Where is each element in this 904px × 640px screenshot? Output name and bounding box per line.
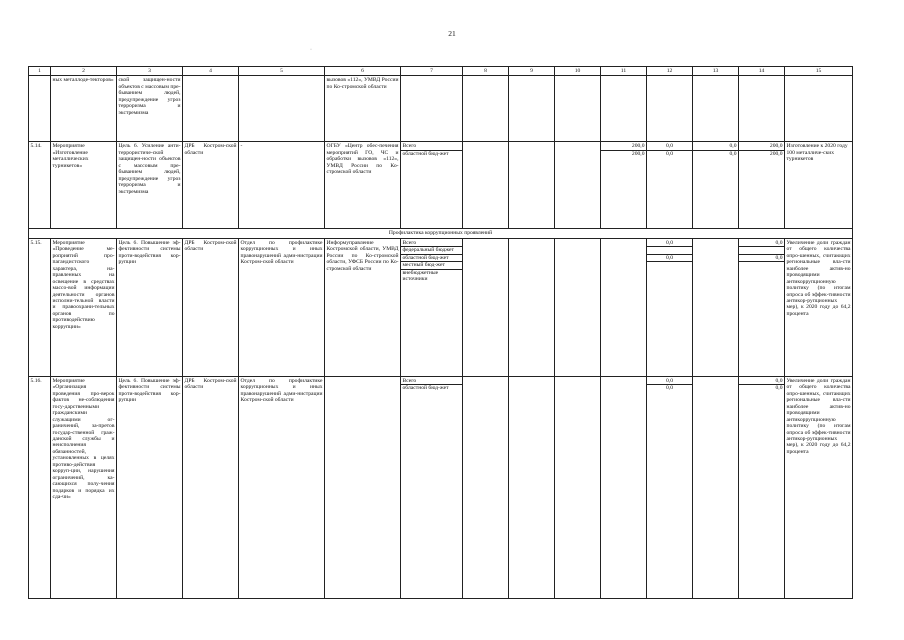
value-cell: 200,0 200,0 [601, 142, 647, 229]
table-row-5-14 [29, 142, 853, 229]
scan-mark: · [310, 47, 312, 53]
section-row [29, 229, 853, 238]
col-header: 13 [693, 67, 739, 76]
expected-result: Изготовление к 2020 году 100 металличе-ских турникетов [785, 142, 853, 229]
expected-result: Увеличение доли граждан от общего количества опро-шенных, считающих региональные вла-сти наиболее актив-но проводящими антикоррупционную политику (по итогам опроса об эффек-тивности антикор-рупционных мер), к 2020 году до 64,2 процента [785, 238, 853, 376]
program-table [28, 66, 853, 599]
coexecutors: вызовов «112», УМВД России по Ко-стромской области [325, 76, 401, 142]
value-cell: 0,0 0,0 [739, 376, 785, 598]
goal: ской защищен-ности объектов с массовым пре-быванием людей, предупреждение угроз терроризма и экстремизма [117, 76, 183, 142]
value-cell: 0,0 0,0 [647, 376, 693, 598]
value-cell: 0,0 0,0 [647, 238, 693, 376]
measure-name: Мероприятие «Изготовление металлических турникетов» [51, 142, 117, 229]
expected-result: Увеличение доли граждан от общего количества опро-шенных, считающих региональные вла-сти наиболее актив-но проводящими антикоррупционную политику (по итогам опроса об эффек-тивности антикор-рупционных мер), к 2020 году до 64,2 процента [785, 376, 853, 598]
goal: Цель 6. Усиление анти-террористиче-ской защищен-ности объектов с массовым пре-быванием людей, предупреждение угроз терроризма и экстремизма [117, 142, 183, 229]
col-header: 2 [51, 67, 117, 76]
row-number: 5.16. [29, 376, 51, 598]
col-header: 5 [239, 67, 325, 76]
col-header: 9 [509, 67, 555, 76]
row-number: 5.14. [29, 142, 51, 229]
col-header: 8 [463, 67, 509, 76]
col-header: 3 [117, 67, 183, 76]
measure-name: Мероприятие «Организация проведения про-верок фактов не-соблюдения госу-дарственными гражданскими служащими ог-раничений, за-претов государ-ственной граж-данской службы и неисполнения обязанностей, установленных в целях противо-действия корруп-ции, нарушения ограничений, ка-сающихся полу-чения подарков и порядка их сда-чи» [51, 376, 117, 598]
col-header: 15 [785, 67, 853, 76]
table-row-5-16 [29, 376, 853, 598]
goal: Цель 6. Повышение эф-фективности системы проти-водействия кор-рупции [117, 238, 183, 376]
source-regional: областной бюд-жет [401, 255, 462, 262]
col-header: 14 [739, 67, 785, 76]
page-number: 21 [448, 29, 456, 38]
source-regional: областной бюд-жет [402, 385, 449, 392]
goal: Цель 6. Повышение эф-фективности системы проти-водействия кор-рупции [117, 376, 183, 598]
funding-sources [401, 142, 463, 229]
executor: Отдел по профилактике коррупционных и иных правонарушений адми-нистрации Костром-ской области [239, 238, 325, 376]
source-regional: областной бюд-жет [402, 150, 449, 157]
coexecutors: ОГБУ «Центр обес-печения мероприятий ГО, ЧС и обработки вызовов «112», УМВД России по Ко-стромской области [325, 142, 401, 229]
source-total: Всего [401, 378, 462, 385]
executor: Отдел по профилактике коррупционных и иных правонарушений адми-нистрации Костром-ской области [239, 376, 325, 598]
source-federal: федеральный бюджет [401, 247, 462, 254]
table-row-continued [29, 76, 853, 142]
row-number: 5.15. [29, 238, 51, 376]
col-header: 6 [325, 67, 401, 76]
source-local: местный бюд-жет [401, 262, 462, 269]
col-header: 4 [183, 67, 239, 76]
coexecutors: Информуправление Костромской области, УМВД России по Ко-стромской области, УФСБ России по Ко-стромской области [325, 238, 401, 376]
source-total: Всего [401, 143, 462, 150]
col-header: 12 [647, 67, 693, 76]
col-header: 11 [601, 67, 647, 76]
responsible-executor: ДРБ Костром-ской области [183, 142, 239, 229]
section-title: Профилактика коррупционных проявлений [29, 229, 853, 238]
value-cell: 0,0 0,0 [693, 142, 739, 229]
source-total: Всего [401, 240, 462, 247]
funding-sources [401, 238, 463, 376]
col-header: 10 [555, 67, 601, 76]
responsible-executor: ДРБ Костром-ской области [183, 376, 239, 598]
source-extrabudget: внебюджетные источники [402, 269, 439, 283]
measure-name: ных металлоде-текторов» [51, 76, 117, 142]
table-header-row [29, 67, 853, 76]
value-cell: 200,0 200,0 [739, 142, 785, 229]
value-cell: 0,0 0,0 [739, 238, 785, 376]
measure-name: Мероприятие «Проведение ме-роприятий про-пагандистского характера, на-правленных на освещение в средствах массо-вой информации деятельности органов исполни-тельной власти и правоохрани-тельных органов по противодействию коррупции» [51, 238, 117, 376]
funding-sources [401, 376, 463, 598]
responsible-executor: ДРБ Костром-ской области [183, 238, 239, 376]
table-row-5-15 [29, 238, 853, 376]
col-header: 1 [29, 67, 51, 76]
value-cell: 0,0 0,0 [647, 142, 693, 229]
executor: - [239, 142, 325, 229]
col-header: 7 [401, 67, 463, 76]
